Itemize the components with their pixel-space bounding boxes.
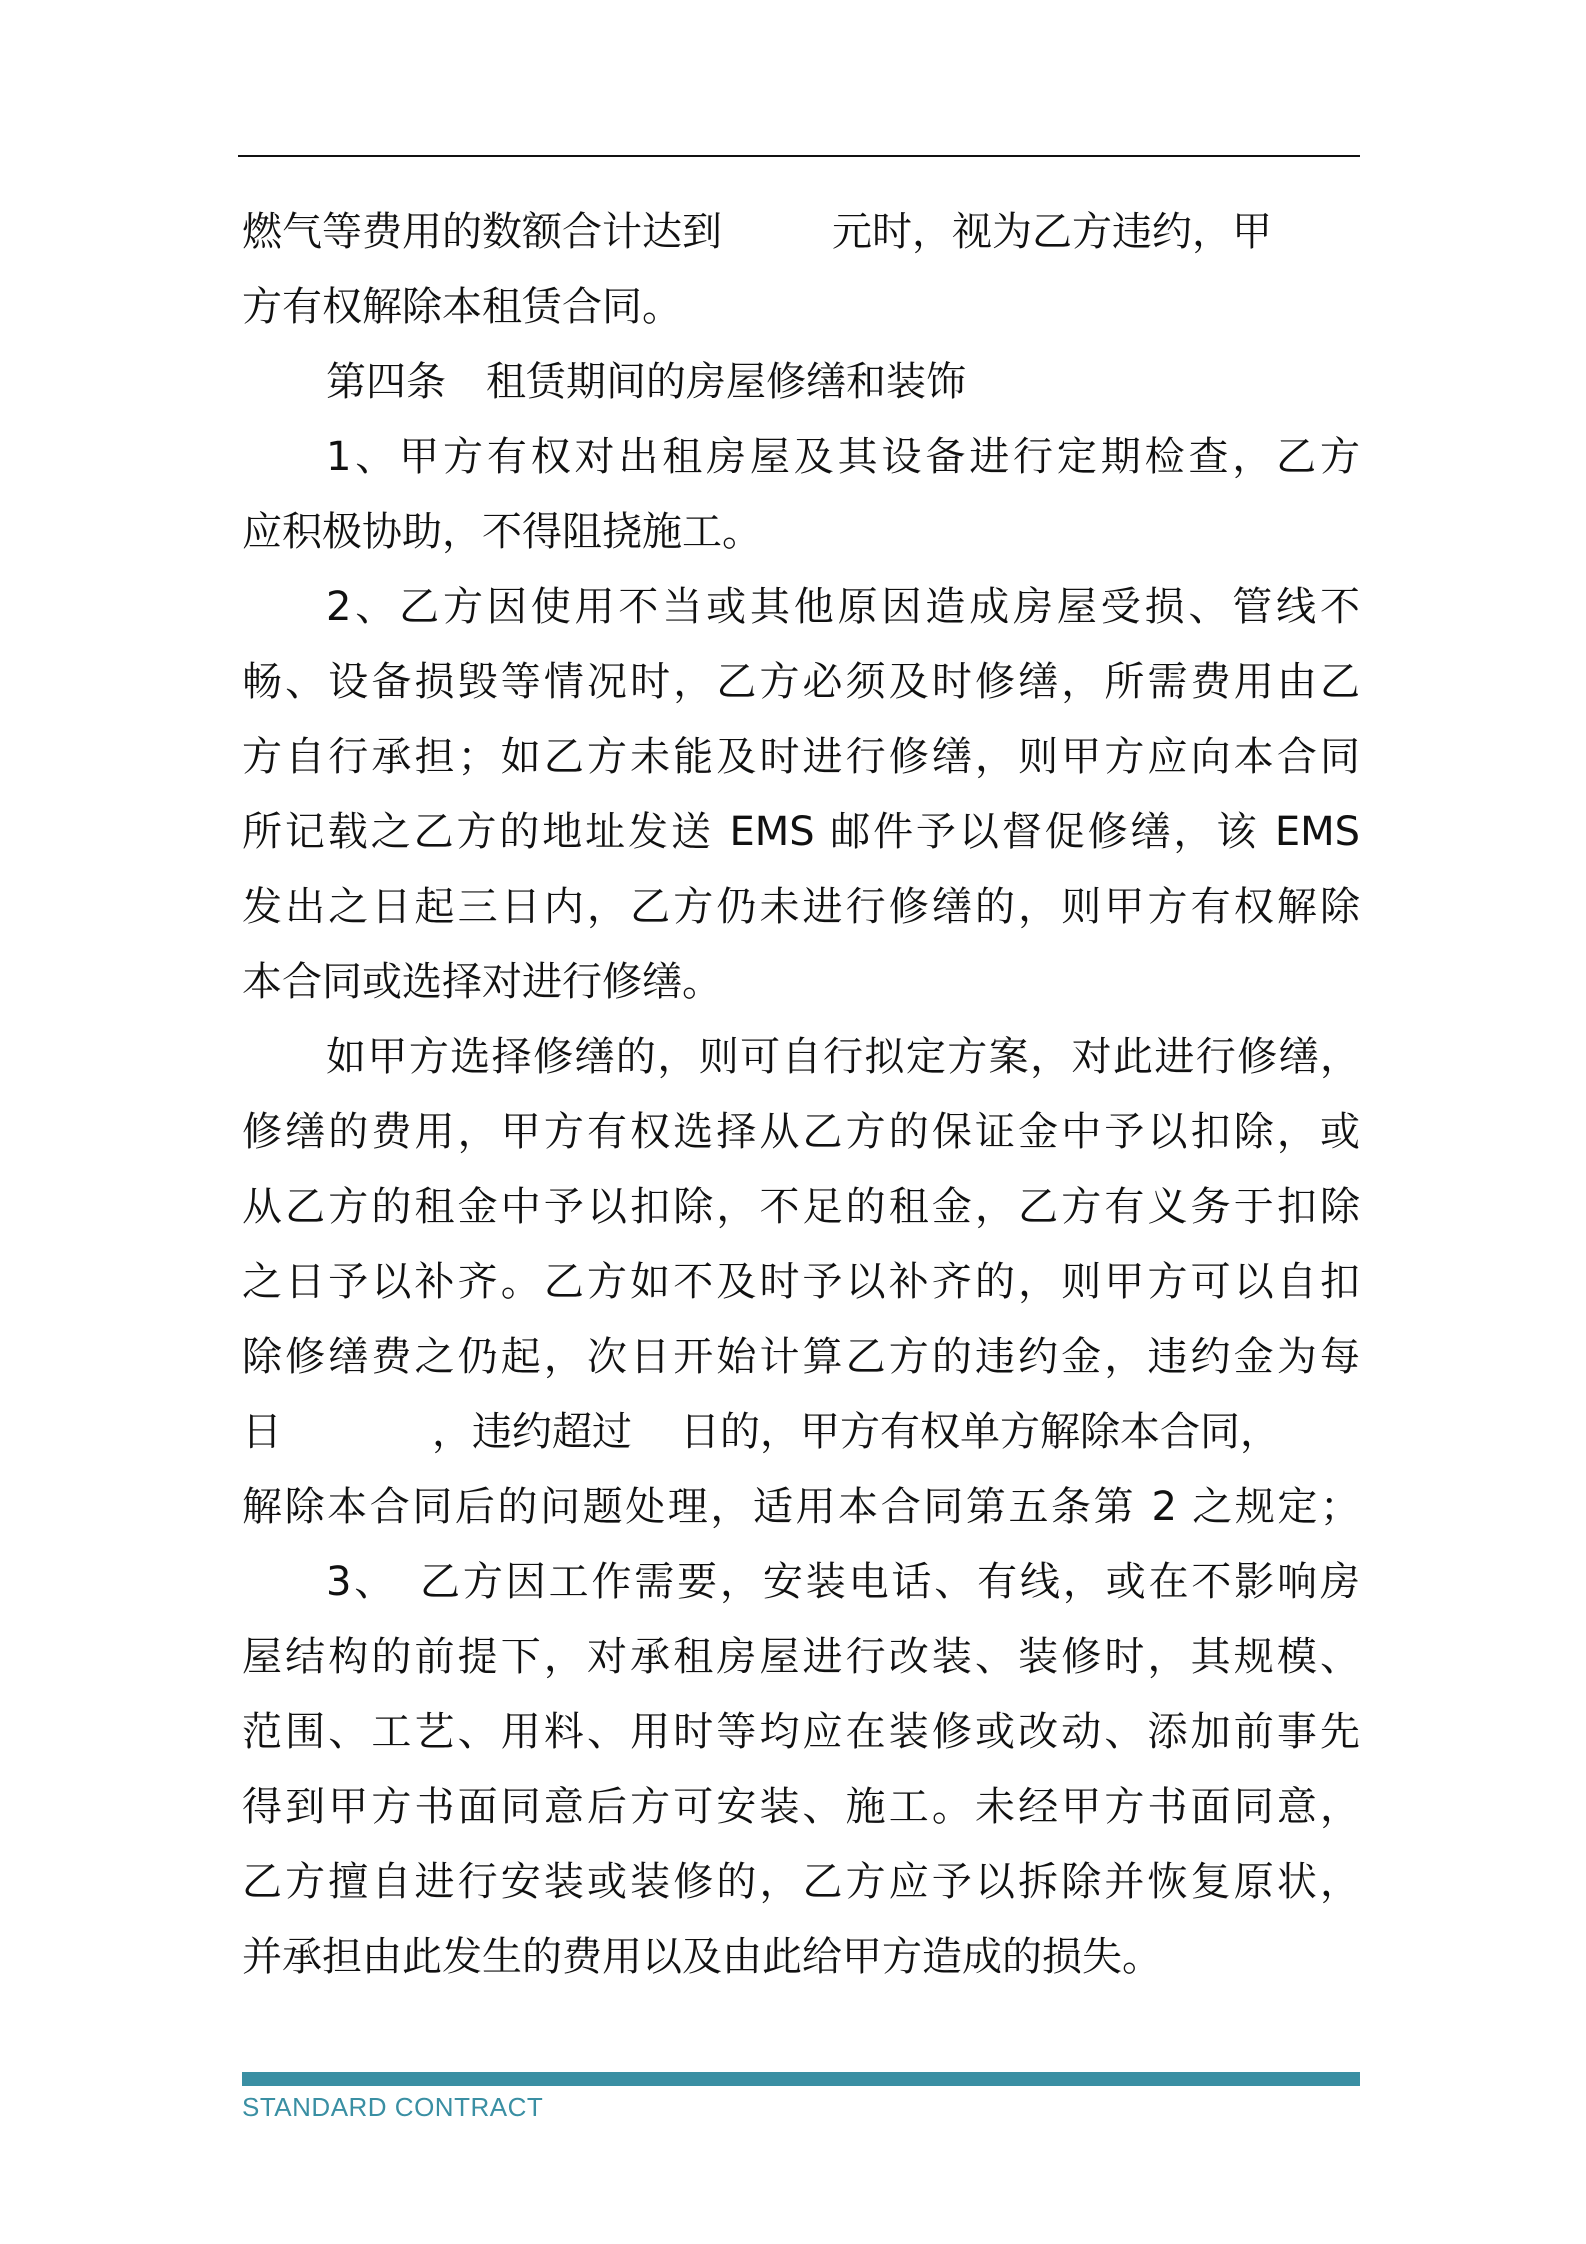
article-heading: 第四条 租赁期间的房屋修缮和装饰 (326, 359, 966, 405)
text-line-10: 发出之日起三日内，乙方仍未进行修缮的，则甲方有权解除 (242, 884, 1360, 930)
text-line-14: 从乙方的租金中予以扣除，不足的租金，乙方有义务于扣除 (242, 1184, 1360, 1230)
text-line-20: 屋结构的前提下，对承租房屋进行改装、装修时，其规模、 (242, 1634, 1360, 1680)
text-line-21: 范围、工艺、用料、用时等均应在装修或改动、添加前事先 (242, 1709, 1360, 1755)
header-rule (238, 155, 1360, 157)
text-line-8: 方自行承担；如乙方未能及时进行修缮，则甲方应向本合同 (242, 734, 1360, 780)
text-line-17: 日 ，违约超过 日的，甲方有权单方解除本合同， (242, 1409, 1280, 1455)
text-line-6: 2、乙方因使用不当或其他原因造成房屋受损、管线不 (326, 584, 1360, 630)
text-line-13: 修缮的费用，甲方有权选择从乙方的保证金中予以扣除，或 (242, 1109, 1360, 1155)
text-line-7: 畅、设备损毁等情况时，乙方必须及时修缮，所需费用由乙 (242, 659, 1360, 705)
text-line-23: 乙方擅自进行安装或装修的，乙方应予以拆除并恢复原状， (242, 1859, 1360, 1905)
footer-label: STANDARD CONTRACT (242, 2092, 544, 2122)
text-line-11: 本合同或选择对进行修缮。 (242, 959, 722, 1005)
text-line-16: 除修缮费之仍起，次日开始计算乙方的违约金，违约金为每 (242, 1334, 1360, 1380)
text-line-24: 并承担由此发生的费用以及由此给甲方造成的损失。 (242, 1934, 1162, 1980)
text-line-12: 如甲方选择修缮的，则可自行拟定方案，对此进行修缮， (326, 1034, 1360, 1080)
text-line-15: 之日予以补齐。乙方如不及时予以补齐的，则甲方可以自扣 (242, 1259, 1360, 1305)
text-line-18: 解除本合同后的问题处理，适用本合同第五条第 2 之规定； (242, 1484, 1360, 1530)
text-line-22: 得到甲方书面同意后方可安装、施工。未经甲方书面同意， (242, 1784, 1360, 1830)
text-line-9: 所记载之乙方的地址发送 EMS 邮件予以督促修缮，该 EMS (242, 809, 1360, 855)
text-line-4: 1、甲方有权对出租房屋及其设备进行定期检查，乙方 (326, 434, 1360, 480)
text-line-5: 应积极协助，不得阻挠施工。 (242, 509, 762, 555)
text-line-19: 3、 乙方因工作需要，安装电话、有线，或在不影响房 (326, 1559, 1360, 1605)
text-line-1: 燃气等费用的数额合计达到 元时，视为乙方违约，甲 (242, 209, 1272, 255)
footer-rule (242, 2072, 1360, 2086)
contract-body (242, 195, 1360, 1995)
text-line-2: 方有权解除本租赁合同。 (242, 284, 682, 330)
